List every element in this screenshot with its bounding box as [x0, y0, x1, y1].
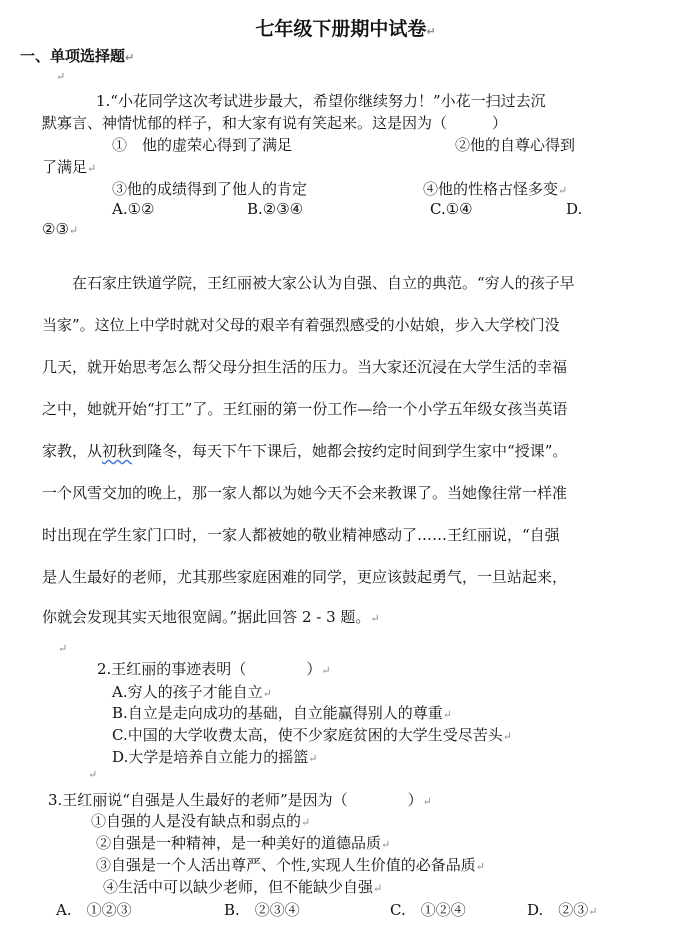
section-heading: 一、单项选择题↵ — [20, 47, 135, 65]
passage-line-3: 几天，就开始思考怎么帮父母分担生活的压力。当大家还沉浸在大学生活的幸福 — [42, 358, 568, 376]
paragraph-mark: ↵ — [56, 70, 66, 83]
passage-line-4: 之中，她就开始“打工”了。王红丽的第一份工作—给一个小学五年级女孩当英语 — [42, 400, 568, 418]
passage-line-2: 当家”。这位上中学时就对父母的艰辛有着强烈感受的小姑娘，步入大学校门没 — [42, 316, 560, 334]
q2-option-b: B.自立是走向成功的基础，自立能赢得别人的尊重↵ — [112, 704, 453, 722]
q1-stem-line1: 1.“小花同学这次考试进步最大，希望你继续努力！”小花一扫过去沉 — [96, 92, 546, 110]
paragraph-mark: ↵ — [88, 768, 98, 781]
q3-answer-d: D. ②③↵ — [527, 901, 598, 919]
q1-option-4: ④他的性格古怪多变↵ — [423, 180, 568, 198]
q2-option-c: C.中国的大学收费太高，使不少家庭贫困的大学生受尽苦头↵ — [112, 726, 512, 744]
passage-line-1: 在石家庄铁道学院，王红丽被大家公认为自强、自立的典范。“穷人的孩子早 — [72, 274, 575, 292]
q1-option-2: ②他的自尊心得到 — [455, 136, 576, 154]
q1-option-1: ① 他的虚荣心得到了满足 — [112, 136, 293, 154]
q2-option-a: A.穷人的孩子才能自立↵ — [112, 683, 272, 701]
q1-answer-d-cont: ②③↵ — [42, 220, 79, 238]
q1-answer-b: B.②③④ — [247, 200, 304, 218]
q3-stem: 3.王红丽说“自强是人生最好的老师”是因为（ ）↵ — [48, 791, 432, 809]
q3-answer-b: B. ②③④ — [224, 901, 300, 919]
q1-option-2-cont: 了满足↵ — [42, 158, 97, 176]
q3-option-1: ①自强的人是没有缺点和弱点的↵ — [91, 812, 311, 830]
page-title: 七年级下册期中试卷↵ — [255, 18, 436, 40]
spellcheck-underline: 初秋 — [102, 442, 133, 460]
paragraph-mark: ↵ — [58, 642, 68, 655]
passage-line-6: 一个风雪交加的晚上，那一家人都以为她今天不会来教课了。当她像往常一样准 — [42, 484, 568, 502]
q3-answer-c: C. ①②④ — [390, 901, 466, 919]
passage-line-7: 时出现在学生家门口时，一家人都被她的敬业精神感动了……王红丽说，“自强 — [42, 526, 560, 544]
q3-option-3: ③自强是一个人活出尊严、个性,实现人生价值的必备品质↵ — [96, 856, 485, 874]
q1-option-3: ③他的成绩得到了他人的肯定 — [112, 180, 308, 198]
q3-option-2: ②自强是一种精神，是一种美好的道德品质↵ — [96, 834, 391, 852]
q1-stem-line2: 默寡言、神情忧郁的样子，和大家有说有笑起来。这是因为（ ） — [42, 114, 508, 132]
q3-option-4: ④生活中可以缺少老师，但不能缺少自强↵ — [103, 878, 383, 896]
q2-stem: 2.王红丽的事迹表明（ ）↵ — [97, 660, 331, 678]
passage-line-8: 是人生最好的老师，尤其那些家庭困难的同学，更应该鼓起勇气，一旦站起来， — [42, 568, 568, 586]
q2-option-d: D.大学是培养自立能力的摇篮↵ — [112, 748, 318, 766]
q1-answer-a: A.①② — [112, 200, 155, 218]
q1-answer-c: C.①④ — [430, 200, 473, 218]
q3-answer-a: A. ①②③ — [56, 901, 132, 919]
q1-answer-d: D. — [566, 200, 583, 218]
passage-line-5: 家教，从初秋到隆冬，每天下午下课后，她都会按约定时间到学生家中“授课”。 — [42, 442, 568, 460]
passage-line-9: 你就会发现其实天地很宽阔。”据此回答 2 - 3 题。↵ — [42, 608, 380, 626]
